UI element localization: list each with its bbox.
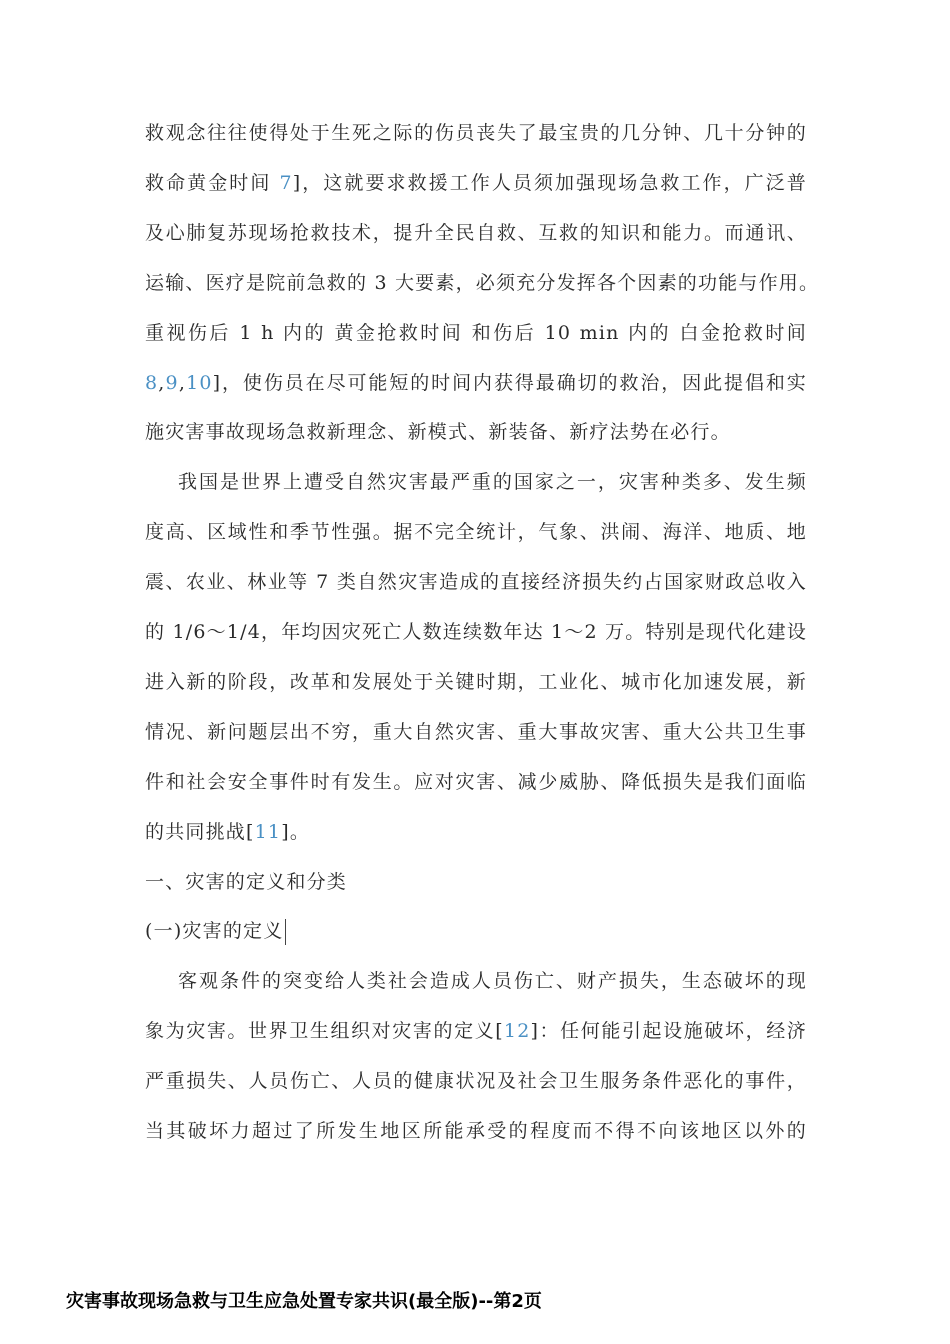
text-line	[178, 469, 807, 495]
text-line	[145, 270, 820, 296]
text-line	[145, 619, 807, 645]
text-segment: 情况、新问题层出不穷，重大自然灾害、重大事故灾害、重大公共卫生事	[145, 721, 807, 743]
text-cursor	[285, 919, 286, 945]
text-line	[145, 918, 807, 945]
text-segment: 的 1/6～1/4，年均因灾死亡人数连续数年达 1～2 万。特别是现代化建设	[145, 621, 808, 643]
text-line	[145, 769, 807, 795]
text-segment: 救命黄金时间	[145, 172, 280, 194]
text-line	[145, 370, 807, 396]
text-segment: 进入新的阶段，改革和发展处于关键时期，工业化、城市化加速发展，新	[145, 671, 807, 693]
text-line	[145, 669, 807, 695]
text-line	[145, 519, 807, 545]
text-segment: 震、农业、林业等 7 类自然灾害造成的直接经济损失约占国家财政总收入	[145, 571, 807, 593]
text-segment: 的共同挑战[	[145, 821, 255, 843]
text-line	[145, 869, 807, 895]
text-line	[145, 1068, 807, 1094]
text-segment: 我国是世界上遭受自然灾害最严重的国家之一，灾害种类多、发生频	[178, 471, 807, 493]
text-segment: 度高、区域性和季节性强。据不完全统计，气象、洪闹、海洋、地质、地	[145, 521, 807, 543]
text-line	[145, 120, 807, 146]
citation-link[interactable]: 11	[254, 821, 282, 843]
citation-link[interactable]: 10	[186, 372, 213, 394]
text-segment: 当其破坏力超过了所发生地区所能承受的程度而不得不向该地区以外的	[145, 1120, 807, 1142]
text-segment: 严重损失、人员伤亡、人员的健康状况及社会卫生服务条件恶化的事件，	[145, 1070, 807, 1092]
text-line	[145, 170, 807, 196]
text-line	[145, 320, 807, 346]
text-segment: 救观念往往使得处于生死之际的伤员丧失了最宝贵的几分钟、几十分钟的	[145, 122, 807, 144]
page-footer: 灾害事故现场急救与卫生应急处置专家共识(最全版)--第2页	[66, 1291, 542, 1312]
citation-link[interactable]: 12	[503, 1020, 531, 1042]
citation-link[interactable]: 8	[145, 372, 159, 394]
text-line	[178, 968, 807, 994]
text-segment: 运输、医疗是院前急救的 3 大要素，必须充分发挥各个因素的功能与作用。	[145, 272, 820, 294]
citation-link[interactable]: 7	[279, 172, 293, 194]
text-segment: 及心肺复苏现场抢救技术，提升全民自救、互救的知识和能力。而通讯、	[145, 222, 807, 244]
text-segment: 一、灾害的定义和分类	[145, 871, 348, 893]
text-segment: 件和社会安全事件时有发生。应对灾害、减少威胁、降低损失是我们面临	[145, 771, 807, 793]
citation-link[interactable]: 9	[165, 372, 179, 394]
text-segment: ,	[158, 372, 166, 394]
text-segment: ]：任何能引起设施破坏，经济	[530, 1020, 807, 1042]
text-line	[145, 719, 807, 745]
text-segment: 施灾害事故现场急救新理念、新模式、新装备、新疗法势在必行。	[145, 421, 731, 443]
text-segment: ,	[178, 372, 187, 394]
text-segment: 重视伤后 1 h 内的 黄金抢救时间 和伤后 10 min 内的 白金抢救时间	[145, 322, 807, 344]
text-line	[145, 220, 807, 246]
text-line	[145, 1118, 807, 1144]
text-segment: ]，使伤员在尽可能短的时间内获得最确切的救治，因此提倡和实	[212, 372, 807, 394]
text-segment: 客观条件的突变给人类社会造成人员伤亡、财产损失，生态破坏的现	[178, 970, 807, 992]
text-segment: (一)灾害的定义	[145, 920, 284, 942]
text-line	[145, 819, 807, 845]
text-segment: ]，这就要求救援工作人员须加强现场急救工作，广泛普	[292, 172, 807, 194]
text-segment: ]。	[281, 821, 311, 843]
text-line	[145, 419, 807, 445]
text-line	[145, 1018, 807, 1044]
text-segment: 象为灾害。世界卫生组织对灾害的定义[	[145, 1020, 504, 1042]
text-line	[145, 569, 807, 595]
